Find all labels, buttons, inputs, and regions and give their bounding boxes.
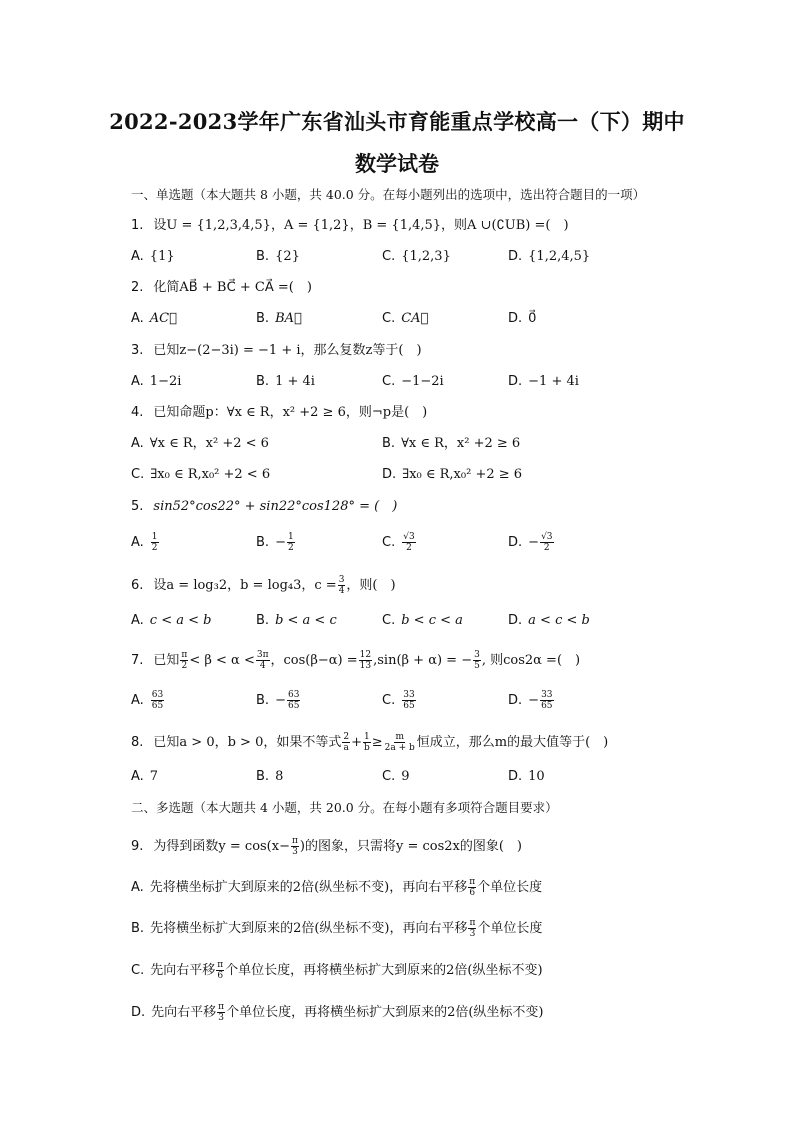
q2-option-d: D. 0⃗ [508, 311, 537, 326]
section2-heading: 二、多选题（本大题共 4 小题，共 20.0 分。在每小题有多项符合题目要求） [131, 800, 558, 815]
q3-option-b: B. 1 + 4i [256, 374, 315, 389]
q8-option-d: D. 10 [508, 769, 545, 784]
q7-option-a: A. $\frac{63}{65}$ [131, 690, 164, 711]
q8-option-c: C. 9 [382, 769, 410, 784]
question-4: 4. 已知命题p：∀x ∈ R，x² +2 ≥ 6，则¬p是( ) [131, 405, 428, 420]
q1-option-c: C. {1,2,3} [382, 249, 451, 264]
q8-option-b: B. 8 [256, 769, 284, 784]
question-3: 3. 已知z−(2−3i) = −1 + i，那么复数z等于( ) [131, 343, 422, 358]
q9-option-a: A. 先将横坐标扩大到原来的2倍(纵坐标不变)，再向右平移 $\frac{\pi}{6}$ 个单位长度 [131, 877, 543, 898]
q2-option-b: B. BA⃗ [256, 311, 302, 326]
q4-option-d: D. ∃x₀ ∈ R,x₀² +2 ≥ 6 [382, 467, 523, 482]
q6-option-a: A. c < a < b [131, 613, 212, 628]
q3-option-c: C. −1−2i [382, 374, 444, 389]
q5-option-c: C. $\frac{√3}{2}$ [382, 532, 415, 553]
exam-title-line1: 2022-2023学年广东省汕头市育能重点学校高一（下）期中 [109, 109, 685, 134]
question-1: 1. 设U = {1,2,3,4,5}，A = {1,2}，B = {1,4,5}，则A ∪(∁UB) =( ) [131, 218, 569, 233]
q7-option-d: D. − $\frac{33}{65}$ [508, 690, 553, 711]
q3-option-a: A. 1−2i [131, 374, 182, 389]
q1-option-a: A. {1} [131, 249, 175, 264]
q7-option-b: B. − $\frac{63}{65}$ [256, 690, 300, 711]
q6-option-b: B. b < a < c [256, 613, 337, 628]
q4-option-b: B. ∀x ∈ R，x² +2 ≥ 6 [382, 436, 521, 451]
question-9: 9. 为得到函数y = cos(x− $\frac{\pi}{3}$ )的图象，只需将y = cos2x的图象( ) [131, 836, 523, 857]
q3-option-d: D. −1 + 4i [508, 374, 579, 389]
q5-option-b: B. − $\frac{1}{2}$ [256, 532, 294, 553]
question-2: 2. 化简AB⃗ + BC⃗ + CA⃗ =( ) [131, 280, 312, 295]
q6-option-c: C. b < c < a [382, 613, 463, 628]
q9-option-c: C. 先向右平移 $\frac{\pi}{6}$ 个单位长度，再将横坐标扩大到原来的2倍(纵坐标不变) [131, 960, 543, 981]
q1-option-b: B. {2} [256, 249, 300, 264]
q5-option-d: D. − $\frac{√3}{2}$ [508, 532, 553, 553]
question-5: 5. sin52°cos22° + sin22°cos128° = ( ) [131, 499, 398, 514]
q9-option-b: B. 先将横坐标扩大到原来的2倍(纵坐标不变)，再向右平移 $\frac{\pi}{3}$ 个单位长度 [131, 918, 543, 939]
q2-option-c: C. CA⃗ [382, 311, 429, 326]
q4-option-c: C. ∃x₀ ∈ R,x₀² +2 < 6 [131, 467, 271, 482]
question-7: 7. 已知 $\frac{\pi}{2}$ < β < α < $\frac{3\pi}{4}$ ，cos(β−α) = $\frac{12}{13}$ ,sin(β + α) = − $\frac{3}{5}$ , 则cos2α =( ) [131, 650, 581, 671]
section1-heading: 一、单选题（本大题共 8 小题，共 40.0 分。在每小题列出的选项中，选出符合题目的一项） [131, 187, 646, 202]
q7-option-c: C. $\frac{33}{65}$ [382, 690, 415, 711]
q1-option-d: D. {1,2,4,5} [508, 249, 591, 264]
q6-option-d: D. a < c < b [508, 613, 590, 628]
question-6: 6. 设a = log₃2，b = log₄3，c = $\frac{3}{4}$ ，则( ) [131, 575, 396, 596]
q5-option-a: A. $\frac{1}{2}$ [131, 532, 158, 553]
exam-title-line2: 数学试卷 [355, 151, 439, 176]
q8-option-a: A. 7 [131, 769, 159, 784]
q9-option-d: D. 先向右平移 $\frac{\pi}{3}$ 个单位长度，再将横坐标扩大到原来的2倍(纵坐标不变) [131, 1002, 544, 1023]
q2-option-a: A. AC⃗ [131, 311, 177, 326]
q4-option-a: A. ∀x ∈ R，x² +2 < 6 [131, 436, 269, 451]
question-8: 8. 已知a > 0，b > 0，如果不等式 $\frac{2}{a}$ + $\frac{1}{b}$ ≥ $\frac{m}{2a + b}$ 恒成立，那么m的最大值等于( ) [131, 732, 609, 753]
